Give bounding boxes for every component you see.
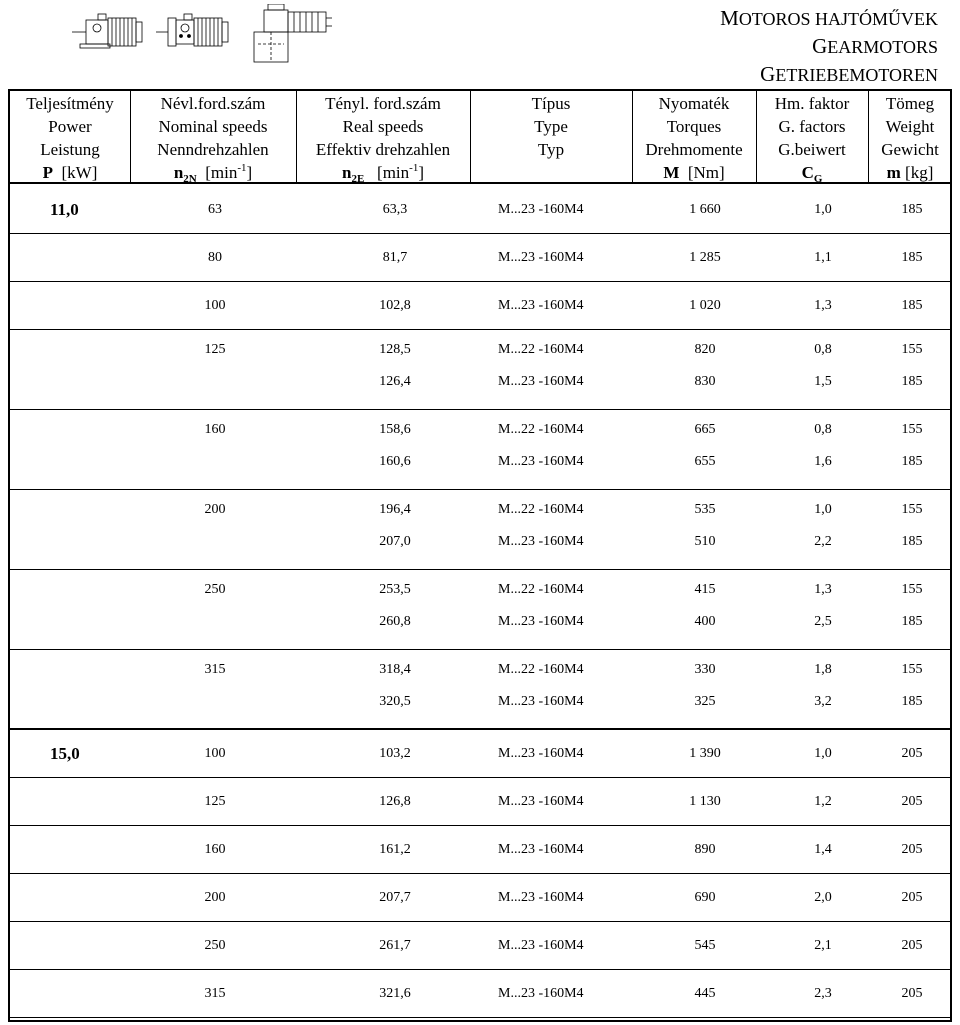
header-label: G. factors — [778, 117, 846, 136]
factor-cell: 1,0 — [814, 502, 832, 517]
table-row-group — [10, 970, 950, 1018]
brand-title-de: GETRIEBEMOTOREN — [760, 62, 938, 86]
header-label: Weight — [885, 117, 935, 136]
table-row-group — [10, 730, 950, 778]
header-label: Gewicht — [881, 140, 939, 159]
header-type — [470, 92, 632, 161]
table-row-group — [10, 330, 950, 410]
header-unit: P [kW] — [42, 163, 98, 182]
table-row — [10, 840, 950, 860]
factor-cell: 1,1 — [814, 250, 832, 265]
mass-cell: 205 — [901, 794, 923, 809]
factor-cell: 1,4 — [814, 842, 832, 857]
nominal-cell: 63 — [208, 202, 222, 217]
type-cell: M...23 -160M4 — [498, 454, 584, 469]
factor-cell: 1,5 — [814, 374, 832, 389]
table-row — [10, 612, 950, 632]
mass-cell: 205 — [901, 746, 923, 761]
torque-cell: 655 — [694, 454, 716, 469]
header-label: Effektiv drehzahlen — [315, 140, 451, 159]
table-row — [10, 792, 950, 812]
table-row — [10, 420, 950, 440]
torque-cell: 330 — [694, 662, 716, 677]
table-row-group — [10, 874, 950, 922]
type-cell: M...23 -160M4 — [498, 842, 584, 857]
header-unit: m [kg] — [886, 163, 934, 182]
header-power — [10, 92, 130, 184]
nominal-cell: 160 — [204, 842, 226, 857]
type-cell: M...23 -160M4 — [498, 794, 584, 809]
header-unit: $C_G$ — [801, 163, 823, 185]
torque-cell: 830 — [694, 374, 716, 389]
factor-cell: 1,3 — [814, 582, 832, 597]
table-row — [10, 296, 950, 316]
table-row — [10, 500, 950, 520]
header-label: Nominal speeds — [158, 117, 268, 136]
torque-cell: 415 — [694, 582, 716, 597]
nominal-cell: 200 — [204, 890, 226, 905]
table-row — [10, 340, 950, 360]
real-cell: 103,2 — [379, 746, 411, 761]
header-g-factor — [756, 92, 868, 187]
torque-cell: 1 130 — [689, 794, 721, 809]
header-label: Power — [48, 117, 92, 136]
table-row — [10, 248, 950, 268]
nominal-cell: 250 — [204, 938, 226, 953]
mass-cell: 205 — [901, 986, 923, 1001]
type-cell: M...23 -160M4 — [498, 986, 584, 1001]
mass-cell: 205 — [901, 890, 923, 905]
factor-cell: 0,8 — [814, 422, 832, 437]
real-cell: 207,0 — [379, 534, 411, 549]
real-cell: 161,2 — [379, 842, 411, 857]
header-unit: $n_{2E}$ $[\min^{-1}]$ — [341, 162, 424, 185]
header-label: Tényl. ford.szám — [325, 94, 441, 113]
real-cell: 81,7 — [382, 250, 408, 265]
nominal-cell: 100 — [204, 746, 226, 761]
type-cell: M...22 -160M4 — [498, 662, 584, 677]
table-row — [10, 532, 950, 552]
torque-cell: 665 — [694, 422, 716, 437]
nominal-cell: 100 — [204, 298, 226, 313]
mass-cell: 185 — [901, 202, 923, 217]
type-cell: M...22 -160M4 — [498, 422, 584, 437]
torque-cell: 820 — [694, 342, 716, 357]
torque-cell: 1 660 — [689, 202, 721, 217]
mass-cell: 155 — [901, 502, 923, 517]
mass-cell: 205 — [901, 842, 923, 857]
factor-cell: 1,3 — [814, 298, 832, 313]
type-cell: M...23 -160M4 — [498, 746, 584, 761]
data-table-body — [10, 186, 950, 1018]
header-label: Real speeds — [342, 117, 424, 136]
power-cell: 15,0 — [50, 744, 80, 763]
nominal-cell: 250 — [204, 582, 226, 597]
real-cell: 126,4 — [379, 374, 411, 389]
table-row-group — [10, 826, 950, 874]
header-label: Hm. faktor — [774, 94, 850, 113]
header-unit: $n_{2N}$ $[\min^{-1}]$ — [173, 162, 253, 185]
real-cell: 260,8 — [379, 614, 411, 629]
factor-cell: 0,8 — [814, 342, 832, 357]
real-cell: 321,6 — [379, 986, 411, 1001]
type-cell: M...23 -160M4 — [498, 694, 584, 709]
table-row-group — [10, 778, 950, 826]
real-cell: 318,4 — [379, 662, 411, 677]
mass-cell: 205 — [901, 938, 923, 953]
type-cell: M...23 -160M4 — [498, 534, 584, 549]
torque-cell: 1 285 — [689, 250, 721, 265]
real-cell: 158,6 — [379, 422, 411, 437]
header-label: Typ — [537, 140, 565, 159]
type-cell: M...22 -160M4 — [498, 502, 584, 517]
nominal-cell: 315 — [204, 662, 226, 677]
real-cell: 102,8 — [379, 298, 411, 313]
header-label: Tömeg — [885, 94, 935, 113]
factor-cell: 1,2 — [814, 794, 832, 809]
header-nominal-speed — [130, 92, 296, 187]
type-cell: M...23 -160M4 — [498, 298, 584, 313]
table-row-group — [10, 410, 950, 490]
gearmotor-flange-mount-icon — [156, 14, 228, 46]
mass-cell: 155 — [901, 662, 923, 677]
torque-cell: 510 — [694, 534, 716, 549]
gearmotor-drawings — [68, 4, 338, 66]
real-cell: 196,4 — [379, 502, 411, 517]
table-row — [10, 744, 950, 764]
torque-cell: 545 — [694, 938, 716, 953]
header-label: Leistung — [40, 140, 100, 159]
table-row — [10, 984, 950, 1004]
table-row-group — [10, 186, 950, 234]
real-cell: 207,7 — [379, 890, 411, 905]
torque-cell: 535 — [694, 502, 716, 517]
torque-cell: 690 — [694, 890, 716, 905]
factor-cell: 1,0 — [814, 746, 832, 761]
brand-title-en: GEARMOTORS — [812, 34, 938, 58]
mass-cell: 185 — [901, 614, 923, 629]
factor-cell: 2,0 — [814, 890, 832, 905]
table-row — [10, 372, 950, 392]
type-cell: M...22 -160M4 — [498, 582, 584, 597]
header-unit: M [Nm] — [663, 163, 725, 182]
mass-cell: 185 — [901, 534, 923, 549]
power-cell: 11,0 — [50, 200, 79, 219]
table-row — [10, 692, 950, 712]
type-cell: M...23 -160M4 — [498, 890, 584, 905]
factor-cell: 2,3 — [814, 986, 832, 1001]
factor-cell: 2,2 — [814, 534, 832, 549]
table-row — [10, 452, 950, 472]
header-label: Névl.ford.szám — [160, 94, 266, 113]
header-label: Nenndrehzahlen — [157, 140, 269, 159]
header-label: Teljesítmény — [26, 94, 114, 113]
header-real-speed — [296, 92, 470, 187]
real-cell: 126,8 — [379, 794, 411, 809]
factor-cell: 1,8 — [814, 662, 832, 677]
table-row-group — [10, 570, 950, 650]
brand-title-hu: MOTOROS HAJTÓMŰVEK — [720, 6, 938, 30]
table-row — [10, 936, 950, 956]
nominal-cell: 315 — [204, 986, 226, 1001]
table-row-group — [10, 922, 950, 970]
real-cell: 253,5 — [379, 582, 411, 597]
nominal-cell: 200 — [204, 502, 226, 517]
factor-cell: 3,2 — [814, 694, 832, 709]
nominal-cell: 125 — [204, 794, 226, 809]
header-label: Type — [534, 117, 568, 136]
factor-cell: 2,5 — [814, 614, 832, 629]
factor-cell: 2,1 — [814, 938, 832, 953]
real-cell: 320,5 — [379, 694, 411, 709]
gearmotor-foot-mount-icon — [72, 14, 142, 48]
mass-cell: 185 — [901, 298, 923, 313]
torque-cell: 400 — [694, 614, 716, 629]
mass-cell: 155 — [901, 582, 923, 597]
mass-cell: 185 — [901, 374, 923, 389]
mass-cell: 155 — [901, 422, 923, 437]
torque-cell: 1 390 — [689, 746, 721, 761]
table-row-group — [10, 234, 950, 282]
header-label: Nyomaték — [658, 94, 730, 113]
type-cell: M...23 -160M4 — [498, 250, 584, 265]
mass-cell: 155 — [901, 342, 923, 357]
real-cell: 128,5 — [379, 342, 411, 357]
nominal-cell: 125 — [204, 342, 226, 357]
real-cell: 160,6 — [379, 454, 411, 469]
torque-cell: 1 020 — [689, 298, 721, 313]
nominal-cell: 160 — [204, 422, 226, 437]
header-label: Torques — [666, 117, 722, 136]
nominal-cell: 80 — [208, 250, 222, 265]
type-cell: M...23 -160M4 — [498, 202, 584, 217]
table-row — [10, 888, 950, 908]
table-row-group — [10, 490, 950, 570]
real-cell: 63,3 — [382, 202, 408, 217]
type-cell: M...22 -160M4 — [498, 342, 584, 357]
factor-cell: 1,6 — [814, 454, 832, 469]
torque-cell: 325 — [694, 694, 716, 709]
mass-cell: 185 — [901, 454, 923, 469]
table-row — [10, 580, 950, 600]
table-row-group — [10, 282, 950, 330]
table-row — [10, 200, 950, 220]
table-row — [10, 660, 950, 680]
type-cell: M...23 -160M4 — [498, 374, 584, 389]
mass-cell: 185 — [901, 250, 923, 265]
table-row-group — [10, 650, 950, 730]
torque-cell: 890 — [694, 842, 716, 857]
header-mass — [868, 92, 952, 184]
mass-cell: 185 — [901, 694, 923, 709]
type-cell: M...23 -160M4 — [498, 938, 584, 953]
header-torque — [632, 92, 756, 184]
torque-cell: 445 — [694, 986, 716, 1001]
factor-cell: 1,0 — [814, 202, 832, 217]
real-cell: 261,7 — [379, 938, 411, 953]
gearmotor-side-view-icon — [254, 4, 332, 62]
header-label: Típus — [531, 94, 571, 113]
type-cell: M...23 -160M4 — [498, 614, 584, 629]
header-label: G.beiwert — [778, 140, 846, 159]
header-label: Drehmomente — [645, 140, 743, 159]
